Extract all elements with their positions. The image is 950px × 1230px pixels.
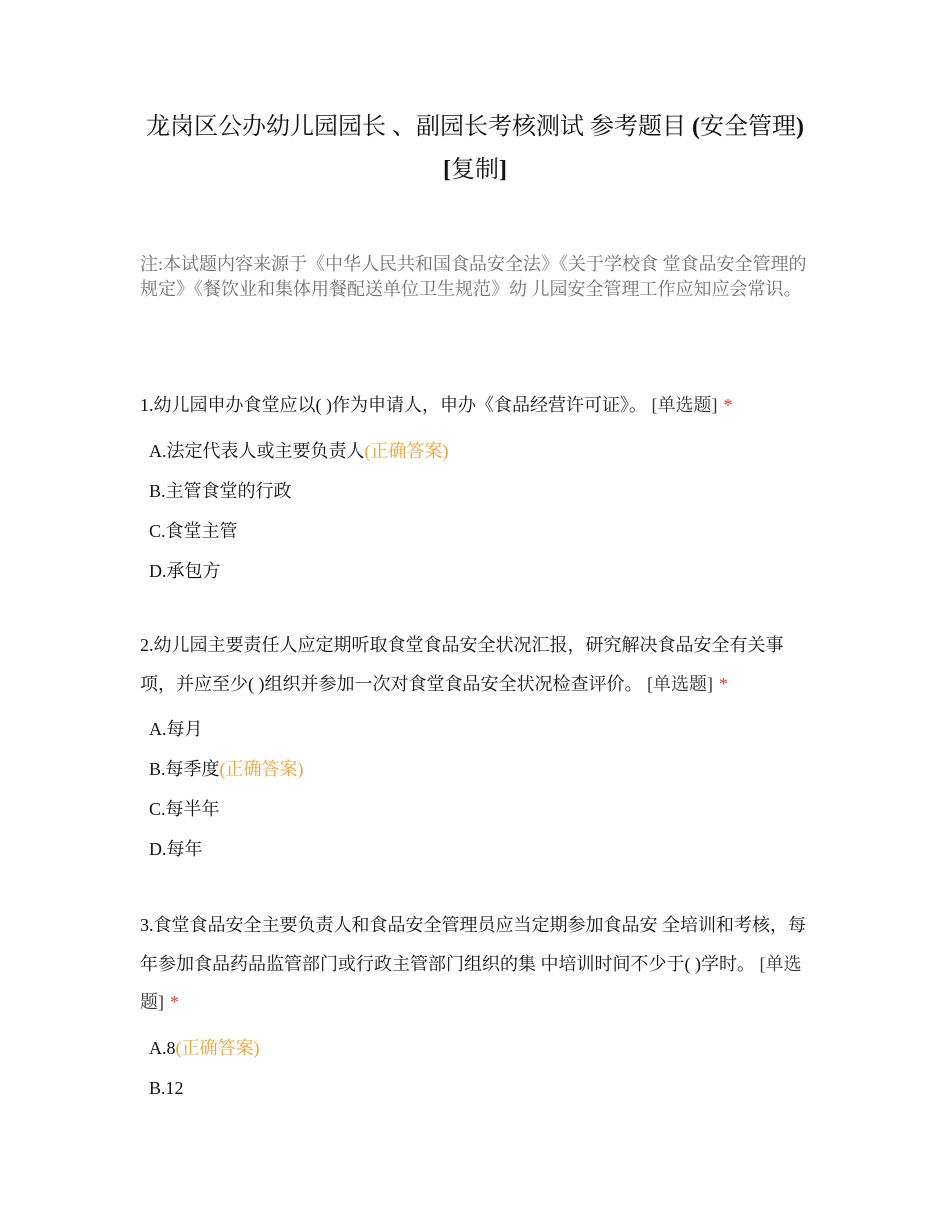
correct-answer-tag: (正确答案) (219, 759, 304, 779)
question-type: [单选题] (651, 395, 718, 415)
question-stem (140, 386, 810, 425)
required-mark: * (719, 673, 728, 694)
question-3 (140, 906, 810, 1108)
title-paren-open: ( (692, 114, 700, 140)
option-c[interactable] (149, 511, 810, 551)
option-a[interactable] (149, 431, 810, 471)
option-text: B.12 (149, 1077, 184, 1098)
option-b[interactable] (149, 749, 810, 789)
correct-answer-tag: (正确答案) (364, 440, 449, 461)
option-text: D.承包方 (149, 560, 221, 581)
option-text: A.8 (149, 1037, 176, 1058)
title-text: 龙岗区公办幼儿园园长 、副园长考核测试 参考题目 (146, 114, 692, 140)
option-d[interactable] (149, 551, 810, 591)
option-b[interactable] (149, 471, 810, 511)
option-text: C.食堂主管 (149, 520, 238, 541)
question-text: 2.幼儿园主要责任人应定期听取食堂食品安全状况汇报，研究解决食品安全有关事项，并应至少( )组织并参加一次对食堂食品安全状况检查评价。 (140, 635, 784, 694)
option-a[interactable] (149, 1028, 810, 1068)
required-mark: * (723, 395, 733, 415)
option-d[interactable] (149, 829, 810, 869)
option-list (149, 431, 810, 591)
question-stem (140, 906, 810, 1022)
question-1 (140, 386, 810, 591)
option-b[interactable] (149, 1068, 810, 1108)
question-type: [单选题] (140, 953, 802, 1012)
page-title (140, 106, 810, 192)
source-note: 注:本试题内容来源于《中华人民共和国食品安全法》《关于学校食 堂食品安全管理的规定》《餐饮业和集体用餐配送单位卫生规范》幼 儿园安全管理工作应知应会常识。 (140, 254, 807, 299)
question-text: 1.幼儿园申办食堂应以( )作为申请人，申办《食品经营许可证》。 (140, 395, 647, 415)
title-copy-close: ] (499, 157, 507, 183)
question-text: 3.食堂食品安全主要负责人和食品安全管理员应当定期参加食品安 全培训和考核，每年参加食品药品监管部门或行政主管部门组织的集 中培训时间不少于( )学时。 (140, 915, 806, 974)
option-text: C.每半年 (149, 799, 220, 819)
required-mark: * (170, 992, 179, 1012)
title-copy-label: 复制 (451, 157, 499, 183)
question-stem (140, 626, 810, 703)
option-c[interactable] (149, 789, 810, 829)
option-text: A.每月 (149, 719, 203, 739)
option-text: B.主管食堂的行政 (149, 480, 292, 501)
option-list (149, 1028, 810, 1108)
title-topic: 安全管理 (700, 114, 796, 140)
option-a[interactable] (149, 709, 810, 749)
title-copy-open: [ (443, 157, 451, 183)
title-paren-close: ) (796, 114, 804, 140)
option-list (149, 709, 810, 869)
option-text: A.法定代表人或主要负责人 (149, 440, 365, 461)
question-2 (140, 626, 810, 869)
option-text: D.每年 (149, 839, 203, 859)
option-text: B.每季度 (149, 759, 220, 779)
correct-answer-tag: (正确答案) (175, 1037, 260, 1058)
question-type: [单选题] (647, 673, 713, 694)
